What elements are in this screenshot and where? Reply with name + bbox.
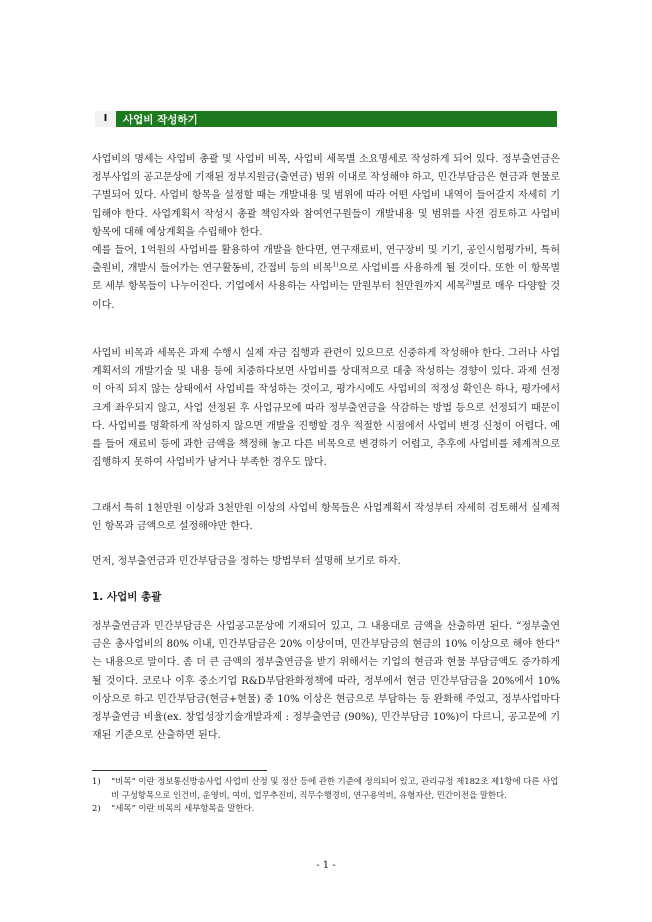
budget-summary-paragraph: 정부출연금과 민간부담금은 사업공고문상에 기재되어 있고, 그 내용대로 금액을 산출하면 된다. “정부출연금은 총사업비의 80% 이내, 민간부담금은 20% 이상이며, 민간부담금의 현금의 10% 이상으로 해야 한다” 는 내용으로 말이다. 좀 더 큰 금액의 정부출연금을 받기 위해서는 기업의 현금과 현물 부담금액도 증가하게 될 것이다. 코로나 이후 중소기업 R&D부담완화정책에 따라, 정부에서 현금 민간부담금을 20%에서 10% 이상으로 하고 민간부담금(현금+현물) 중 10% 이상은 현금으로 부담하는 등 완화해 주었고, 정부사업마다 정부출연금 비율(ex. 창업성장기술개발과제 : 정부출연금 (90%), 민간부담금 10%)이 다르니, 공고문에 기재된 기준으로 산출하면 된다. bbox=[92, 621, 560, 742]
emphasis-paragraph: 그래서 특히 1천만원 이상과 3천만원 이상의 사업비 항목들은 사업계획서 작성부터 자세히 검토해서 실제적인 항목과 금액으로 설정해야만 한다. bbox=[92, 503, 560, 533]
footnote-item bbox=[92, 775, 562, 802]
subsection-title: 1. 사업비 총괄 bbox=[92, 591, 162, 603]
footnote-number: 2) bbox=[92, 803, 101, 813]
section-number: Ⅰ bbox=[95, 111, 116, 127]
intro-paragraph bbox=[92, 151, 560, 315]
example-text-part1: 예를 들어, 1억원의 사업비를 활용하여 개발을 한다면, 연구재료비, 연구장비 및 기기, 공인시험평가비, 특허출원비, 개발시 들어가는 연구활동비, 간접비 등의 비목 bbox=[92, 245, 560, 275]
intro-text: 사업비의 명세는 사업비 총괄 및 사업비 비목, 사업비 세목별 소요명세로 작성하게 되어 있다. 정부출연금은 정부사업의 공고문상에 기재된 정부지원금(출연금) 범위 이내로 작성해야 하고, 민간부담금은 현금과 현물로 구별되어 있다. 사업비 항목을 설정할 때는 개발내용 및 범위에 따라 어떤 사업비 내역이 들어갈지 자세히 기입해야 한다. 사업계획서 작성시 총괄 책임자와 참여연구원들이 개발내용 및 범위를 사전 검토하고 사업비 항목에 대해 예상계획을 수립해야 한다. bbox=[92, 154, 560, 238]
footnote-divider bbox=[92, 770, 267, 771]
section-header-bar bbox=[95, 111, 557, 127]
page-number: - 1 - bbox=[316, 860, 336, 871]
footnote-ref-1: 1) bbox=[332, 261, 339, 269]
footnote-number: 1) bbox=[92, 776, 101, 786]
footnote-text: “비목” 이란 정보통신방송사업 사업비 산정 및 정산 등에 관한 기준에 정의되어 있고, 관리규정 제182조 제1항에 다른 사업비 구성항목으로 인건비, 운영비, 여비, 업무추진비, 직무수행경비, 연구용역비, 유형자산, 민간이전을 말한다. bbox=[111, 776, 559, 800]
example-text-part2: 으로 사업비를 사용하게 될 것이다. 또한 이 항목별로 세부 항목들이 나누어진다. 기업에서 사용하는 사업비는 만원부터 천만원까지 세목 bbox=[92, 263, 560, 293]
section-title: 사업비 작성하기 bbox=[123, 113, 198, 126]
footnote-text: “세목” 이란 비목의 세부항목을 말한다. bbox=[111, 803, 255, 813]
footnote-item bbox=[92, 802, 562, 816]
footnote-ref-2: 2) bbox=[465, 280, 472, 288]
footnote-list bbox=[92, 775, 562, 816]
transition-paragraph: 먼저, 정부출연금과 민간부담금을 정하는 방법부터 설명해 보기로 하자. bbox=[92, 556, 401, 567]
example-text-part3: 별로 매우 다양할 것이다. bbox=[92, 281, 560, 311]
caution-paragraph: 사업비 비목과 세목은 과제 수행시 실제 자금 집행과 관련이 있으므로 신중하게 작성해야 한다. 그러나 사업계획서의 개발기술 및 내용 등에 치중하다보면 사업비를 상대적으로 대충 작성하는 경향이 있다. 과제 선정이 아직 되지 않는 상태에서 사업비를 작성하는 것이고, 평가시에도 사업비의 적정성 확인은 하나, 평가에서 크게 좌우되지 않고, 사업 선정된 후 사업규모에 따라 정부출연금을 삭감하는 방법 등으로 선정되기 때문이다. 사업비를 명확하게 작성하지 않으면 개발을 진행할 경우 적절한 시점에서 사업비 변경 신청이 어렵다. 예를 들어 재료비 등에 과한 금액을 책정해 놓고 다른 비목으로 변경하기 어렵고, 추후에 사업비를 체계적으로 집행하지 못하여 사업비가 남거나 부족한 경우도 많다. bbox=[92, 348, 560, 469]
